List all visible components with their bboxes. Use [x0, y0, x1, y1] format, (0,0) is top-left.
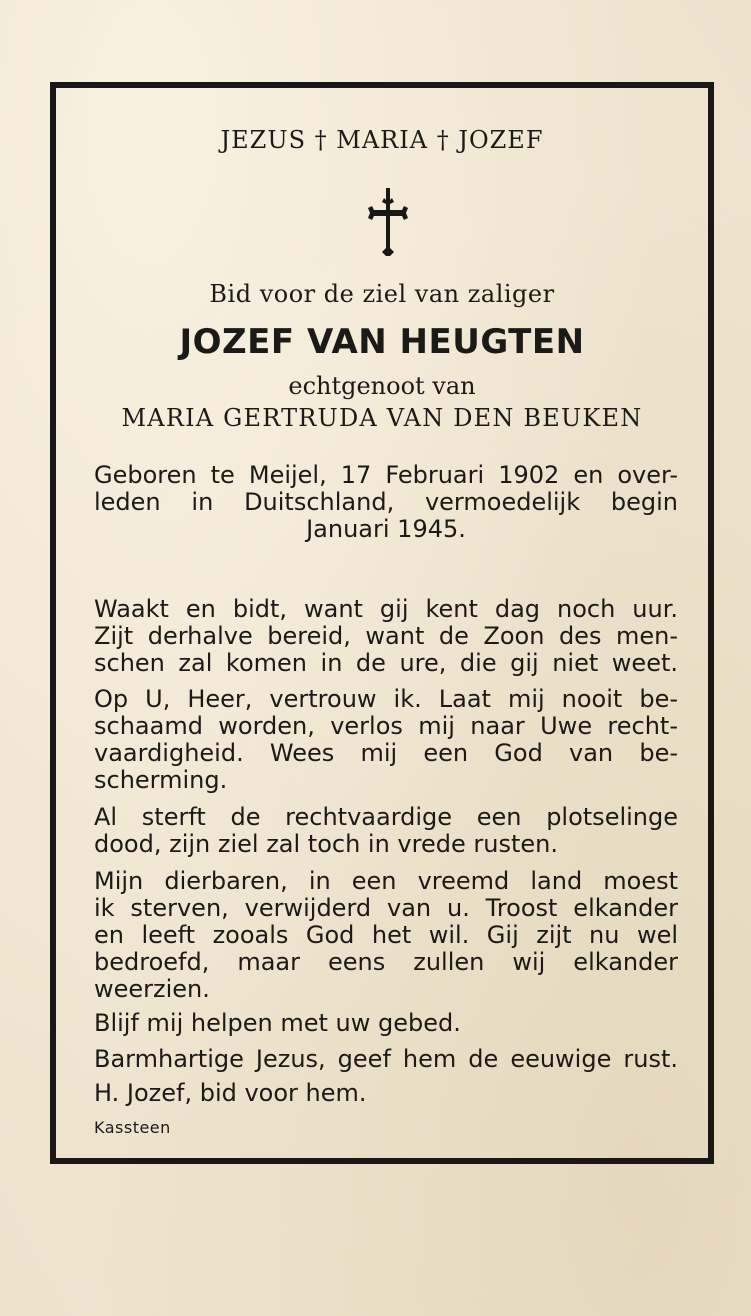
- verse-line: schen zal komen in de ure, die gij niet weet.: [94, 649, 678, 677]
- verse-line: dood, zijn ziel zal toch in vrede rusten.: [94, 830, 558, 858]
- verse-line: Al sterft de rechtvaardige een plotselinge: [94, 803, 678, 831]
- verse-line: Barmhartige Jezus, geef hem de eeuwige rust.: [94, 1045, 678, 1073]
- birth-death-line: leden in Duitschland, vermoedelijk begin: [94, 488, 678, 516]
- verse-line: weerzien.: [94, 975, 210, 1003]
- verse-line: schaamd worden, verlos mij naar Uwe recht-: [94, 712, 678, 740]
- verse-line: ik sterven, verwijderd van u. Troost elkander: [94, 894, 678, 922]
- pray-line: Bid voor de ziel van zaliger: [209, 280, 555, 308]
- verse-line: Waakt en bidt, want gij kent dag noch uur.: [94, 595, 678, 623]
- birth-death-paragraph: [94, 462, 678, 543]
- birth-death-line: Januari 1945.: [306, 515, 466, 543]
- verse-line: en leeft zooals God het wil. Gij zijt nu wel: [94, 921, 678, 949]
- verse-paragraph: [94, 1080, 678, 1107]
- birth-death-line: Geboren te Meijel, 17 Februari 1902 en over-: [94, 461, 678, 489]
- cross-icon: [364, 186, 412, 258]
- spouse-label: echtgenoot van: [288, 372, 476, 400]
- verse-line: scherming.: [94, 766, 228, 794]
- verse-paragraph: [94, 868, 678, 1003]
- invocation-header: JEZUS † MARIA † JOZEF: [220, 126, 544, 154]
- verse-line: Mijn dierbaren, in een vreemd land moest: [94, 867, 678, 895]
- verse-paragraph: [94, 804, 678, 858]
- verse-line: Op U, Heer, vertrouw ik. Laat mij nooit be-: [94, 685, 678, 713]
- verse-line: bedroefd, maar eens zullen wij elkander: [94, 948, 678, 976]
- printer-mark: Kassteen: [94, 1118, 171, 1137]
- verse-paragraph: [94, 1010, 678, 1037]
- verse-line: Zijt derhalve bereid, want de Zoon des men-: [94, 622, 678, 650]
- verse-line: H. Jozef, bid voor hem.: [94, 1079, 367, 1107]
- verse-paragraph: [94, 1046, 678, 1073]
- spouse-name: MARIA GERTRUDA VAN DEN BEUKEN: [121, 404, 643, 432]
- verse-paragraph: [94, 686, 678, 794]
- memorial-card: [56, 88, 708, 1158]
- verse-paragraph: [94, 596, 678, 677]
- deceased-name: JOZEF VAN HEUGTEN: [179, 322, 585, 362]
- verse-line: vaardigheid. Wees mij een God van be-: [94, 739, 678, 767]
- verse-line: Blijf mij helpen met uw gebed.: [94, 1009, 461, 1037]
- memorial-card-border: [50, 82, 714, 1164]
